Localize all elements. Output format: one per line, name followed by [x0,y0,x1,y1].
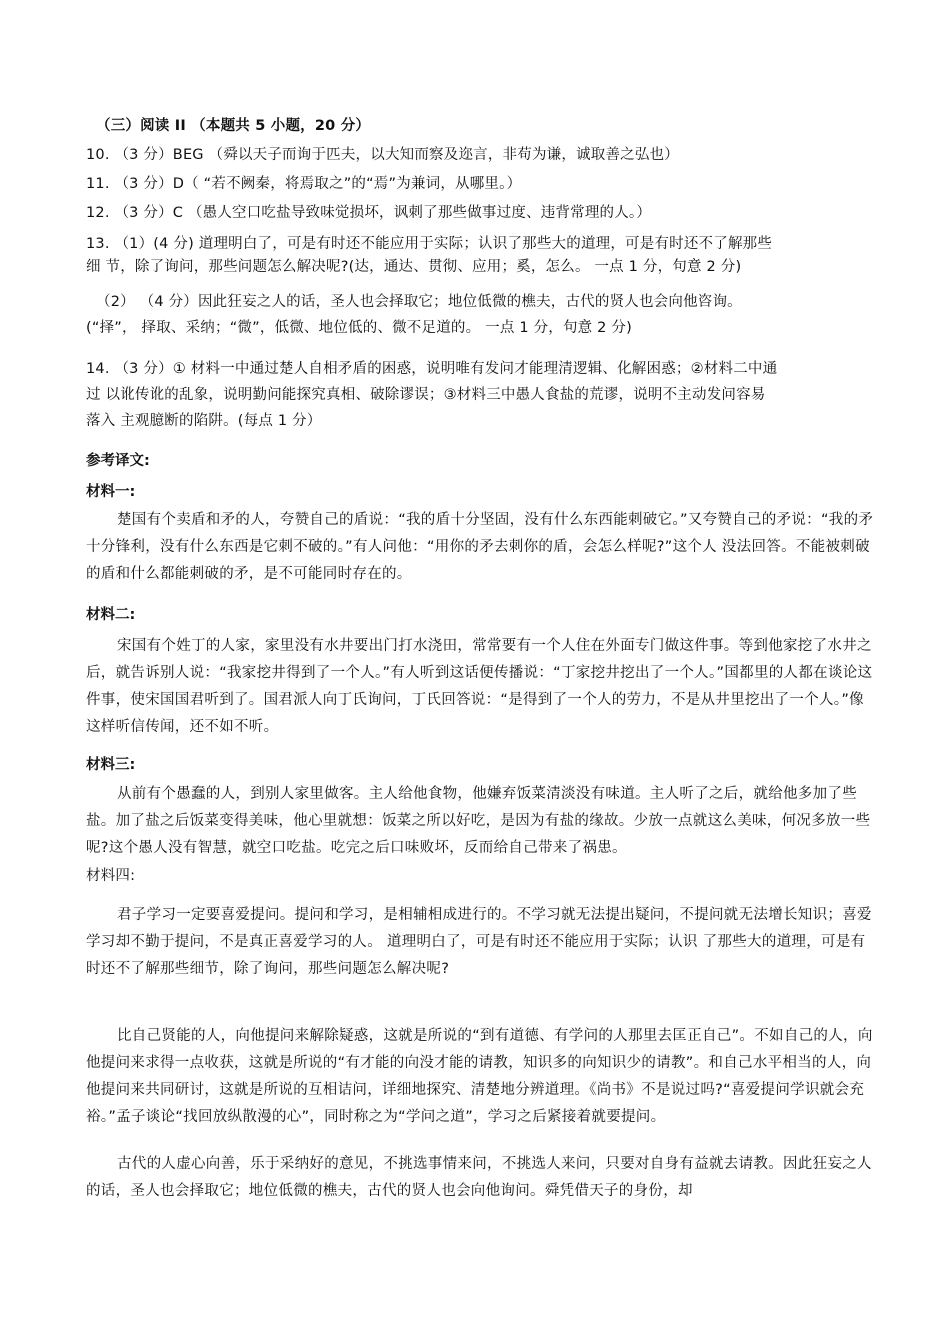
answer-q12: 12. （3 分）C （愚人空口吃盐导致味觉损坏，讽刺了那些做事过度、违背常理的人。） [86,205,652,221]
material4-paragraph-2: 比自己贤能的人，向他提问来解除疑惑，这就是所说的“到有道德、有学问的人那里去匡正自己”。不如自己的人，向他提问来求得一点收获，这就是所说的“有才能的向没才能的请教，知识多的向知识少的请教”。和自己水平相当的人，向他提问来共同研讨，这就是所说的互相诘问，详细地探究、清楚地分辨道理。《尚书》不是说过吗?“喜爱提问学识就会充裕。”孟子谈论“找回放纵散漫的心”，同时称之为“学问之道”，学习之后紧接着就要提问。 [86,1028,873,1125]
answer-q13-1-line2: 细 节，除了询问，那些问题怎么解决呢?(达，通达、贯彻、应用；奚，怎么。 一点 1 分，句意 2 分) [86,259,742,275]
answer-q14-line1: 14. （3 分）① 材料一中通过楚人自相矛盾的困惑，说明唯有发问才能理清逻辑、化解困惑；②材料二中通 [86,361,778,377]
answer-q13-2-line1: （2） （4 分）因此狂妄之人的话，圣人也会择取它；地位低微的樵夫，古代的贤人也会向他咨询。 [96,294,742,310]
section-heading: （三）阅读 II （本题共 5 小题，20 分） [96,118,371,134]
translation-heading: 参考译文: [86,453,150,469]
material2-text: 宋国有个姓丁的人家，家里没有水井要出门打水浇田，常常要有一个人住在外面专门做这件事。等到他家挖了水井之后，就告诉别人说：“我家挖井得到了一个人。”有人听到这话便传播说：“丁家挖井挖出了一个人。”国都里的人都在谈论这件事，使宋国国君听到了。国君派人向丁氏询问，丁氏回答说：“是得到了一个人的劳力，不是从井里挖出了一个人。”像这样听信传闻，还不如不听。 [86,638,873,735]
material4-paragraph-1: 君子学习一定要喜爱提问。提问和学习，是相辅相成进行的。不学习就无法提出疑问，不提问就无法增长知识；喜爱学习却不勤于提问，不是真正喜爱学习的人。 道理明白了，可是有时还不能应用于实际；认识 了那些大的道理，可是有时还不了解那些细节，除了询问，那些问题怎么解决呢? [86,907,872,977]
answer-q14-line3: 落入 主观臆断的陷阱。(每点 1 分） [86,413,322,429]
material4-heading: 材料四: [86,868,136,884]
material4-paragraph-3: 古代的人虚心向善，乐于采纳好的意见，不挑选事情来问，不挑选人来问，只要对自身有益就去请教。因此狂妄之人的话，圣人也会择取它；地位低微的樵夫，古代的贤人也会向他询问。舜凭借天子的身份，却 [86,1156,872,1199]
material2-heading: 材料二: [86,607,136,623]
answer-q13-2-line2: (“择”， 择取、采纳；“微”，低微、地位低的、微不足道的。 一点 1 分，句意 2 分) [86,320,632,336]
material1-text: 楚国有个卖盾和矛的人，夸赞自己的盾说：“我的盾十分坚固，没有什么东西能刺破它。”又夸赞自己的矛说：“我的矛十分锋利，没有什么东西是它刺不破的。”有人问他：“用你的矛去刺你的盾，会怎么样呢?”这个人 没法回答。不能被刺破的盾和什么都能刺破的矛，是不可能同时存在的。 [86,512,874,582]
answer-q10: 10. （3 分）BEG （舜以天子而询于匹夫，以大知而察及迩言，非苟为谦，诚取善之弘也） [86,147,679,163]
answer-q13-1-line1: 13. （1）(4 分) 道理明白了，可是有时还不能应用于实际；认识了那些大的道理，可是有时还不了解那些 [86,236,773,252]
answer-q14-line2: 过 以讹传讹的乱象，说明勤问能探究真相、破除谬误；③材料三中愚人食盐的荒谬，说明不主动发问容易 [86,387,766,403]
material3-heading: 材料三: [86,757,136,773]
answer-q11: 11. （3 分）D（ “若不阙秦，将焉取之”的“焉”为兼词，从哪里。） [86,176,522,192]
material3-text: 从前有个愚蠢的人，到别人家里做客。主人给他食物，他嫌弃饭菜清淡没有味道。主人听了之后，就给他多加了些盐。加了盐之后饭菜变得美味，他心里就想：饭菜之所以好吃，是因为有盐的缘故。少放一点就这么美味，何况多放一些呢?这个愚人没有智慧，就空口吃盐。吃完之后口味败坏，反而给自己带来了祸患。 [86,786,871,856]
material1-heading: 材料一: [86,484,136,500]
